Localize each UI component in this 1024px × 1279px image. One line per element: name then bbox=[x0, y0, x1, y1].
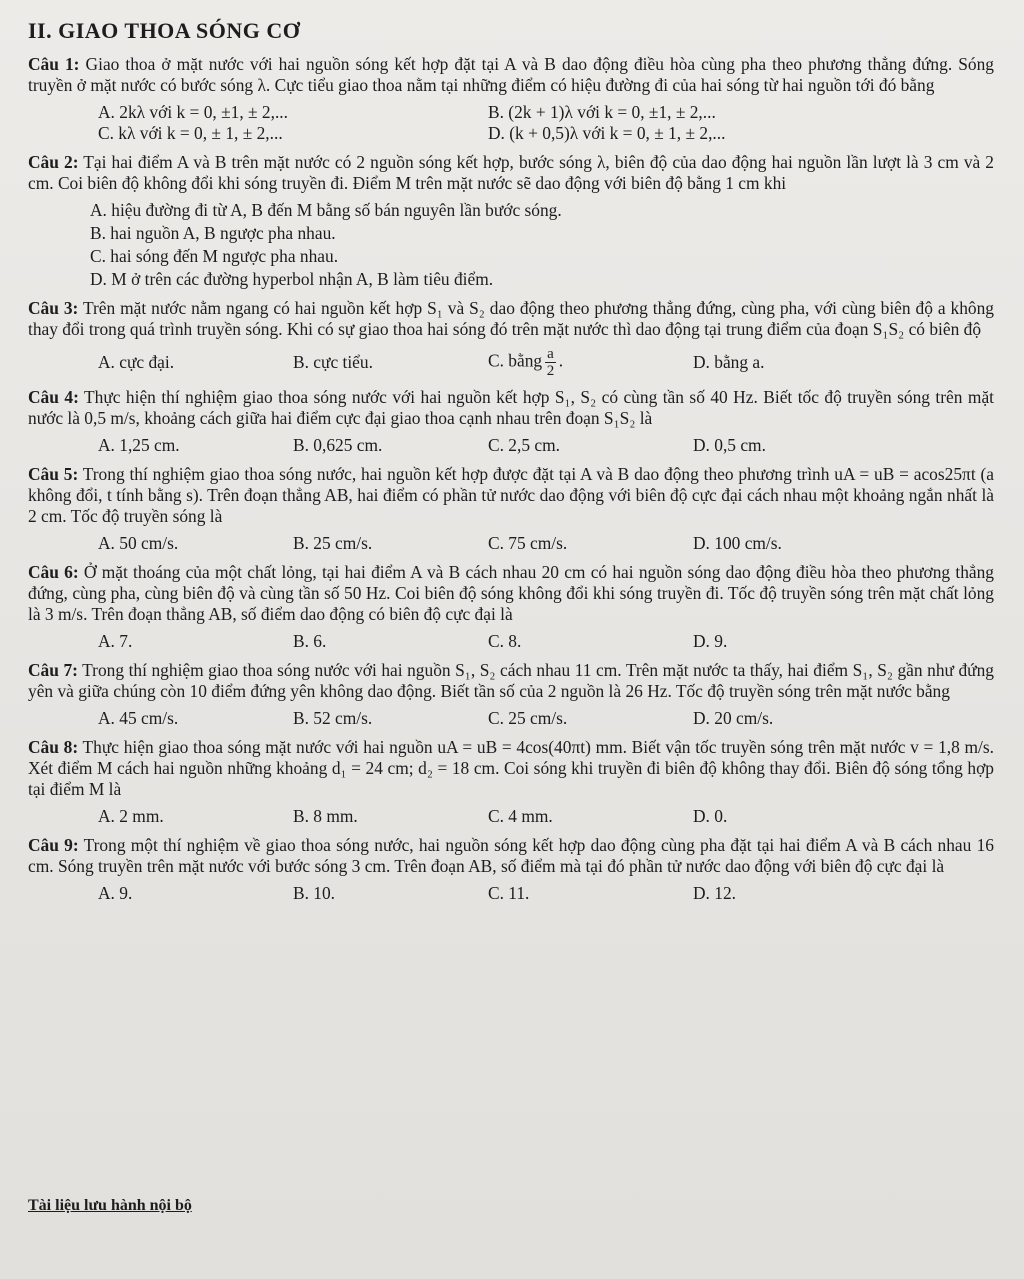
question-5 bbox=[28, 464, 994, 554]
question-text: Thực hiện giao thoa sóng mặt nước với hai nguồn uA = uB = 4cos(40πt) mm. Biết vận tốc truyền sóng trên mặt nước v = 1,8 m/s. Xét điểm M cách hai nguồn những khoảng d₁ = 24 cm; d₂ = 18 cm. Coi sóng khi truyền đi biên độ không thay đổi. Biên độ sóng tổng hợp tại điểm M là bbox=[28, 737, 994, 799]
option-d[interactable]: D. 0,5 cm. bbox=[693, 435, 766, 455]
option-b[interactable]: B. 25 cm/s. bbox=[293, 533, 373, 553]
question-text: Thực hiện thí nghiệm giao thoa sóng nước với hai nguồn kết hợp S₁, S₂ có cùng tần số 40 Hz. Biết tốc độ truyền sóng trên mặt nước là 0,5 m/s, khoảng cách giữa hai điểm cực đại giao thoa cạnh nhau trên đoạn S₁S₂ là bbox=[28, 387, 994, 428]
option-b[interactable]: B. 8 mm. bbox=[293, 806, 358, 826]
option-c[interactable]: C. 11. bbox=[488, 883, 530, 903]
option-c[interactable]: C. 25 cm/s. bbox=[488, 708, 568, 728]
option-a[interactable]: A. 1,25 cm. bbox=[98, 435, 180, 455]
answer-options bbox=[28, 200, 994, 290]
question-text: Trên mặt nước nằm ngang có hai nguồn kết hợp S₁ và S₂ dao động theo phương thẳng đứng, cùng pha, với cùng biên độ a không thay đổi trong quá trình truyền sóng. Khi có sự giao thoa hai sóng đó trên mặt nước thì dao động tại trung điểm của đoạn S₁S₂ có biên độ bbox=[28, 298, 994, 339]
question-2 bbox=[28, 152, 994, 290]
footer-note: Tài liệu lưu hành nội bộ bbox=[28, 1197, 192, 1214]
option-b[interactable]: B. cực tiểu. bbox=[293, 352, 373, 372]
fraction-numerator: a bbox=[547, 346, 554, 362]
option-a[interactable]: A. 45 cm/s. bbox=[98, 708, 179, 728]
answer-options bbox=[28, 102, 994, 144]
question-7 bbox=[28, 660, 994, 729]
option-d[interactable]: D. 100 cm/s. bbox=[693, 533, 782, 553]
option-c[interactable]: C. 8. bbox=[488, 631, 522, 651]
question-8 bbox=[28, 737, 994, 827]
answer-options bbox=[28, 631, 994, 652]
answer-options bbox=[28, 708, 994, 729]
option-c[interactable]: C. bằng $\frac{a}{2}$ . bbox=[488, 346, 564, 379]
option-c[interactable]: C. kλ với k = 0, ± 1, ± 2,... bbox=[98, 123, 283, 143]
question-label: Câu 9: bbox=[28, 835, 79, 855]
question-9 bbox=[28, 835, 994, 904]
question-text: Trong một thí nghiệm về giao thoa sóng nước, hai nguồn sóng kết hợp dao động cùng pha đặt tại hai điểm A và B cách nhau 16 cm. Sóng truyền trên mặt nước với bước sóng 3 cm. Trên đoạn AB, số điểm mà tại đó phần tử nước dao động với biên độ cực đại là bbox=[28, 835, 994, 876]
option-a[interactable]: A. 2 mm. bbox=[98, 806, 164, 826]
question-label: Câu 6: bbox=[28, 562, 79, 582]
question-4 bbox=[28, 387, 994, 456]
option-b[interactable]: B. hai nguồn A, B ngược pha nhau. bbox=[90, 223, 336, 243]
question-6 bbox=[28, 562, 994, 652]
section-heading: II. GIAO THOA SÓNG CƠ bbox=[28, 18, 301, 43]
option-d[interactable]: D. 9. bbox=[693, 631, 728, 651]
question-label: Câu 5: bbox=[28, 464, 79, 484]
option-c[interactable]: C. 2,5 cm. bbox=[488, 435, 560, 455]
option-d[interactable]: D. 12. bbox=[693, 883, 736, 903]
option-d[interactable]: D. M ở trên các đường hyperbol nhận A, B làm tiêu điểm. bbox=[90, 269, 494, 289]
option-d[interactable]: D. (k + 0,5)λ với k = 0, ± 1, ± 2,... bbox=[488, 123, 726, 143]
option-a[interactable]: A. 9. bbox=[98, 883, 133, 903]
question-1 bbox=[28, 54, 994, 144]
option-c[interactable]: C. 4 mm. bbox=[488, 806, 553, 826]
option-a[interactable]: A. 50 cm/s. bbox=[98, 533, 179, 553]
option-c[interactable]: C. hai sóng đến M ngược pha nhau. bbox=[90, 246, 339, 266]
option-d[interactable]: D. bằng a. bbox=[693, 352, 765, 372]
fraction bbox=[545, 346, 556, 379]
question-text: Trong thí nghiệm giao thoa sóng nước với hai nguồn S₁, S₂ cách nhau 11 cm. Trên mặt nước ta thấy, hai điểm S₁, S₂ gần như đứng yên và giữa chúng còn 10 điểm đứng yên không dao động. Biết tần số của 2 nguồn là 26 Hz. Tốc độ truyền sóng trên mặt nước bằng bbox=[28, 660, 994, 701]
question-3 bbox=[28, 298, 994, 379]
fraction-denominator: 2 bbox=[546, 363, 555, 379]
option-d[interactable]: D. 0. bbox=[693, 806, 728, 826]
question-label: Câu 3: bbox=[28, 298, 79, 318]
question-text: Giao thoa ở mặt nước với hai nguồn sóng kết hợp đặt tại A và B dao động điều hòa cùng pha theo phương thẳng đứng. Sóng truyền ở mặt nước có bước sóng λ. Cực tiểu giao thoa nằm tại những điểm có hiệu đường đi của hai sóng từ hai nguồn tới đó bằng bbox=[28, 54, 994, 95]
option-a[interactable]: A. 2kλ với k = 0, ±1, ± 2,... bbox=[98, 102, 288, 122]
question-list bbox=[28, 54, 994, 912]
option-b[interactable]: B. 10. bbox=[293, 883, 336, 903]
answer-options bbox=[28, 346, 994, 379]
question-label: Câu 1: bbox=[28, 54, 80, 74]
question-label: Câu 7: bbox=[28, 660, 78, 680]
option-c[interactable]: C. 75 cm/s. bbox=[488, 533, 568, 553]
question-label: Câu 8: bbox=[28, 737, 79, 757]
answer-options bbox=[28, 533, 994, 554]
option-a[interactable]: A. 7. bbox=[98, 631, 133, 651]
option-b[interactable]: B. 52 cm/s. bbox=[293, 708, 373, 728]
answer-options bbox=[28, 883, 994, 904]
question-label: Câu 4: bbox=[28, 387, 79, 407]
answer-options bbox=[28, 435, 994, 456]
question-text: Ở mặt thoáng của một chất lỏng, tại hai điểm A và B cách nhau 20 cm có hai nguồn sóng dao động điều hòa theo phương thẳng đứng, cùng pha, cùng biên độ và cùng tần số 50 Hz. Coi biên độ sóng không đổi khi sóng truyền đi. Tốc độ truyền sóng trên mặt chất lỏng là 3 m/s. Trên đoạn thẳng AB, số điểm dao động có biên độ cực đại là bbox=[28, 562, 994, 624]
answer-options bbox=[28, 806, 994, 827]
option-b[interactable]: B. 0,625 cm. bbox=[293, 435, 383, 455]
question-text: Tại hai điểm A và B trên mặt nước có 2 nguồn sóng kết hợp, bước sóng λ, biên độ của dao động hai nguồn lần lượt là 3 cm và 2 cm. Coi biên độ không đổi khi sóng truyền đi. Điểm M trên mặt nước sẽ dao động với biên độ bằng 1 cm khi bbox=[28, 152, 994, 193]
question-text: Trong thí nghiệm giao thoa sóng nước, hai nguồn kết hợp được đặt tại A và B dao động theo phương trình uA = uB = acos25πt (a không đổi, t tính bằng s). Trên đoạn thẳng AB, hai điểm có phần tử nước dao động với biên độ cực đại cách nhau một khoảng ngắn nhất là 2 cm. Tốc độ truyền sóng là bbox=[28, 464, 994, 526]
option-a[interactable]: A. cực đại. bbox=[98, 352, 175, 372]
question-label: Câu 2: bbox=[28, 152, 79, 172]
option-c-label: C. bằng bbox=[488, 350, 543, 371]
option-b[interactable]: B. 6. bbox=[293, 631, 327, 651]
option-a[interactable]: A. hiệu đường đi từ A, B đến M bằng số bán nguyên lần bước sóng. bbox=[90, 200, 562, 220]
option-b[interactable]: B. (2k + 1)λ với k = 0, ±1, ± 2,... bbox=[488, 102, 716, 122]
option-d[interactable]: D. 20 cm/s. bbox=[693, 708, 774, 728]
